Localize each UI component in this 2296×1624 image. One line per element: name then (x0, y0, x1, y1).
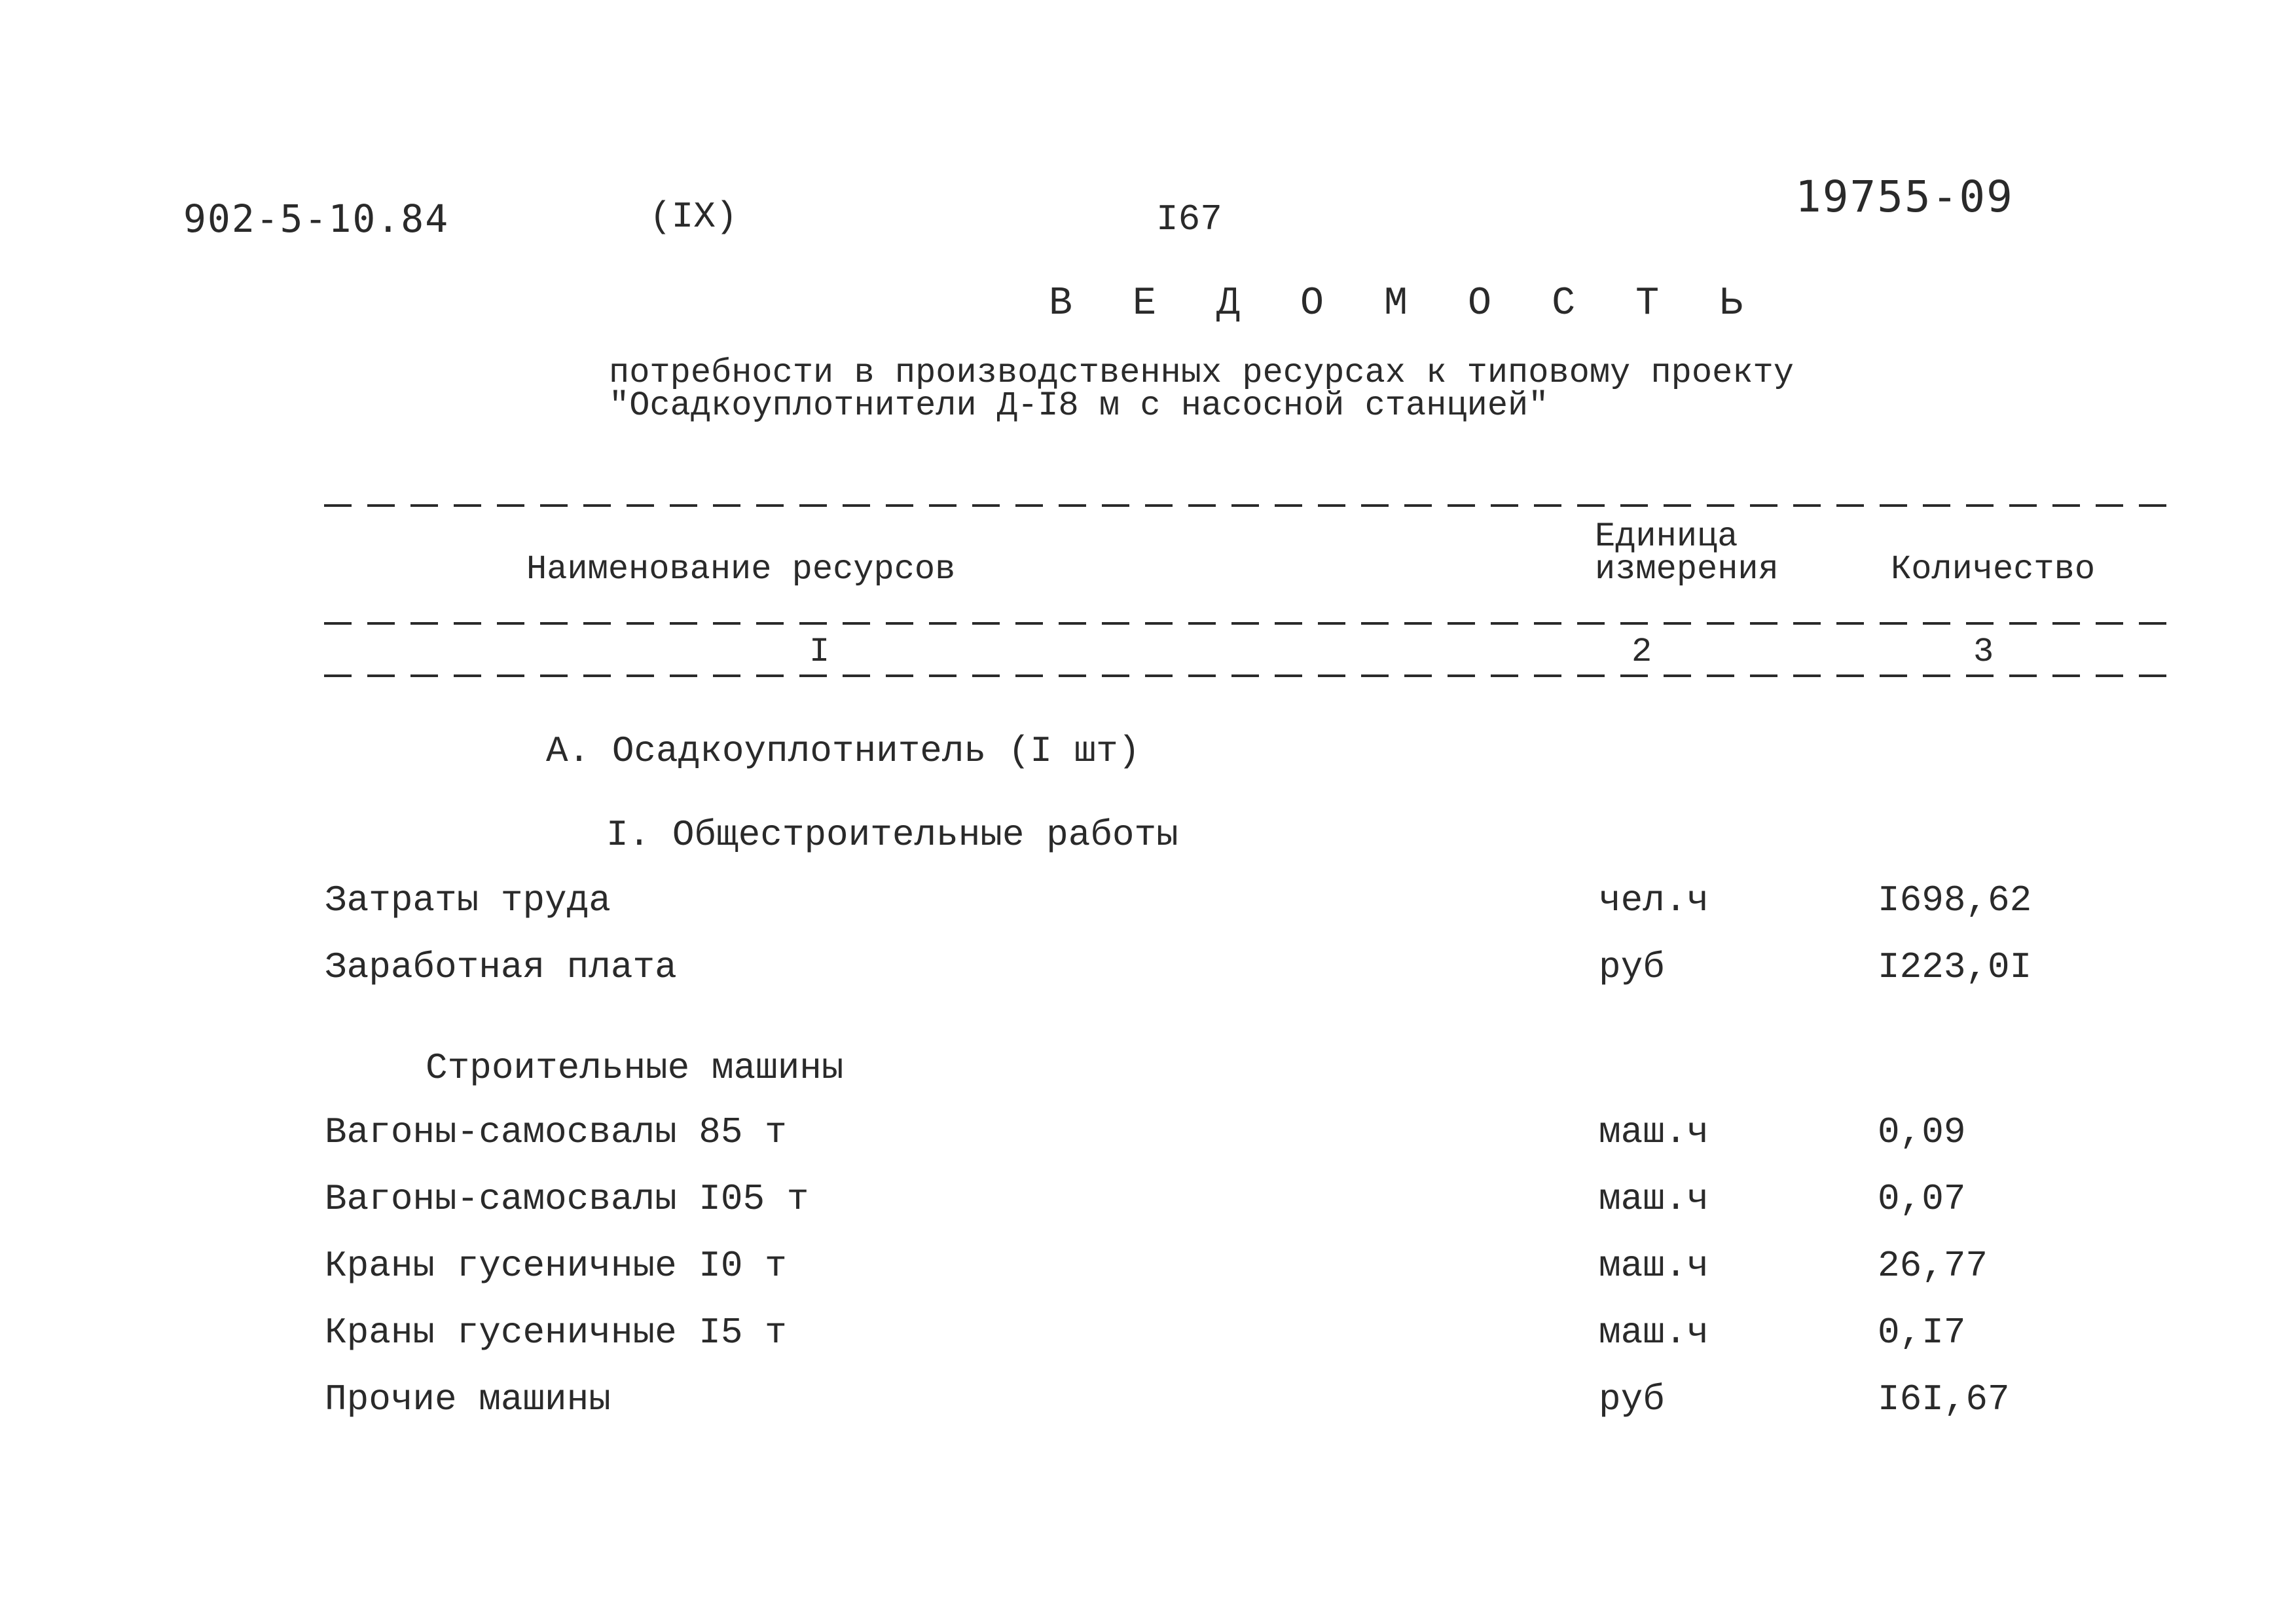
row-unit: руб (1599, 1378, 1665, 1420)
document-title: В Е Д О М О С Т Ь (1049, 282, 1762, 326)
column-header-unit-line-1: Единица (1595, 517, 1738, 556)
table-row (0, 1312, 2296, 1354)
document-code: 902-5-10.84 (183, 196, 450, 241)
subsection-heading-general-construction: I. Общестроительные работы (606, 814, 1178, 856)
row-name: Прочие машины (325, 1378, 611, 1420)
row-unit: маш.ч (1599, 1111, 1709, 1153)
column-number-3: 3 (1973, 633, 1994, 671)
column-header-quantity: Количество (1891, 550, 2096, 589)
column-header-unit-line-2: измерения (1595, 550, 1779, 589)
row-unit: маш.ч (1599, 1178, 1709, 1220)
row-quantity: I6I,67 (1878, 1378, 2010, 1420)
table-row (0, 947, 2296, 989)
table-row (0, 1179, 2296, 1221)
section-heading-a: А. Осадкоуплотнитель (I шт) (546, 730, 1140, 772)
row-quantity: 0,09 (1878, 1111, 1966, 1153)
column-number-2: 2 (1631, 633, 1652, 671)
row-quantity: 0,07 (1878, 1178, 1966, 1220)
row-quantity: 0,I7 (1878, 1312, 1966, 1354)
table-row (0, 1112, 2296, 1154)
table-row (0, 1379, 2296, 1421)
table-top-rule (324, 504, 2170, 507)
table-row (0, 880, 2296, 922)
row-quantity: I223,0I (1878, 946, 2032, 988)
row-name: Краны гусеничные I0 т (325, 1245, 787, 1287)
row-unit: маш.ч (1599, 1245, 1709, 1287)
subtitle-line-1: потребности в производственных ресурсах к типовому проекту (609, 354, 1794, 392)
row-name: Вагоны-самосвалы 85 т (325, 1111, 787, 1153)
page-number: I67 (1156, 198, 1222, 240)
table-row (0, 1246, 2296, 1287)
row-quantity: 26,77 (1878, 1245, 1988, 1287)
row-name: Краны гусеничные I5 т (325, 1312, 787, 1354)
machines-heading: Строительные машины (426, 1047, 844, 1089)
album-number: (IX) (649, 196, 738, 238)
inventory-number: 19755-09 (1795, 172, 2014, 222)
column-header-name: Наименование ресурсов (526, 550, 956, 589)
row-quantity: I698,62 (1878, 879, 2032, 921)
row-name: Заработная плата (325, 946, 677, 988)
table-header-rule (324, 622, 2170, 625)
row-unit: маш.ч (1599, 1312, 1709, 1354)
table-numbering-rule (324, 674, 2170, 677)
column-number-1: I (809, 633, 830, 671)
subtitle-line-2: "Осадкоуплотнители Д-I8 м с насосной станцией" (609, 386, 1549, 425)
row-name: Вагоны-самосвалы I05 т (325, 1178, 809, 1220)
row-unit: руб (1599, 946, 1665, 988)
row-unit: чел.ч (1599, 879, 1709, 921)
row-name: Затраты труда (325, 879, 611, 921)
